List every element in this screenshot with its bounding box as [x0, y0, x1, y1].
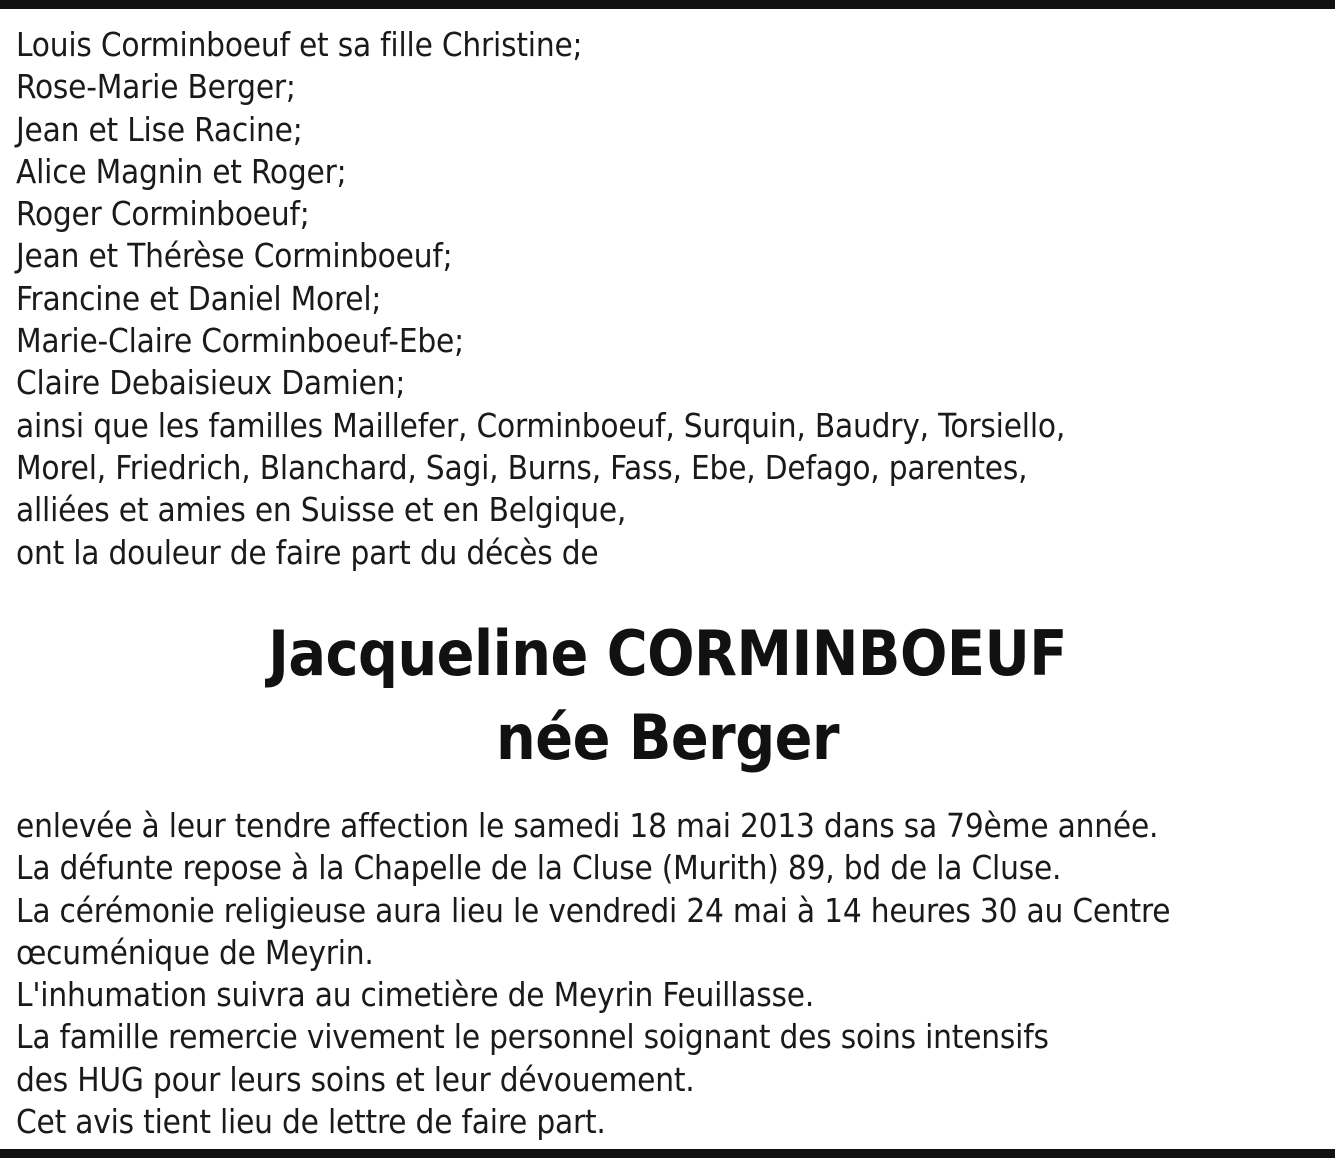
detail-line: des HUG pour leurs soins et leur dévouement.	[16, 1059, 695, 1099]
detail-line: Cet avis tient lieu de lettre de faire part.	[16, 1102, 606, 1142]
intro-line: Francine et Daniel Morel;	[16, 278, 382, 318]
intro-line: Rose-Marie Berger;	[16, 67, 296, 107]
deceased-maiden-name: née Berger	[496, 701, 839, 774]
intro-line: Jean et Lise Racine;	[16, 109, 303, 149]
bottom-border-rule	[0, 1149, 1335, 1158]
intro-line: Morel, Friedrich, Blanchard, Sagi, Burns, Fass, Ebe, Defago, parentes,	[16, 447, 1028, 487]
intro-line: Marie-Claire Corminboeuf-Ebe;	[16, 321, 464, 361]
intro-line: alliées et amies en Suisse et en Belgique,	[16, 490, 627, 530]
detail-line: La cérémonie religieuse aura lieu le vendredi 24 mai à 14 heures 30 au Centre	[16, 890, 1171, 930]
intro-paragraph	[16, 24, 1316, 574]
deceased-name: Jacqueline CORMINBOEUF	[268, 617, 1067, 690]
intro-line: ont la douleur de faire part du décès de	[16, 532, 599, 572]
details-paragraph	[16, 805, 1316, 1143]
intro-line: Alice Magnin et Roger;	[16, 151, 347, 191]
intro-line: Louis Corminboeuf et sa fille Christine;	[16, 25, 583, 64]
intro-line: Jean et Thérèse Corminboeuf;	[16, 236, 453, 276]
detail-line: enlevée à leur tendre affection le samedi 18 mai 2013 dans sa 79ème année.	[16, 806, 1159, 845]
detail-line: L'inhumation suivra au cimetière de Meyrin Feuillasse.	[16, 975, 815, 1015]
intro-line: ainsi que les familles Maillefer, Corminboeuf, Surquin, Baudry, Torsiello,	[16, 405, 1066, 445]
detail-line: œcuménique de Meyrin.	[16, 932, 374, 972]
top-border-rule	[0, 0, 1335, 9]
detail-line: La défunte repose à la Chapelle de la Cluse (Murith) 89, bd de la Cluse.	[16, 848, 1062, 888]
intro-line: Claire Debaisieux Damien;	[16, 363, 406, 403]
detail-line: La famille remercie vivement le personnel soignant des soins intensifs	[16, 1017, 1049, 1057]
deceased-name-block	[0, 612, 1335, 780]
intro-line: Roger Corminboeuf;	[16, 194, 310, 234]
